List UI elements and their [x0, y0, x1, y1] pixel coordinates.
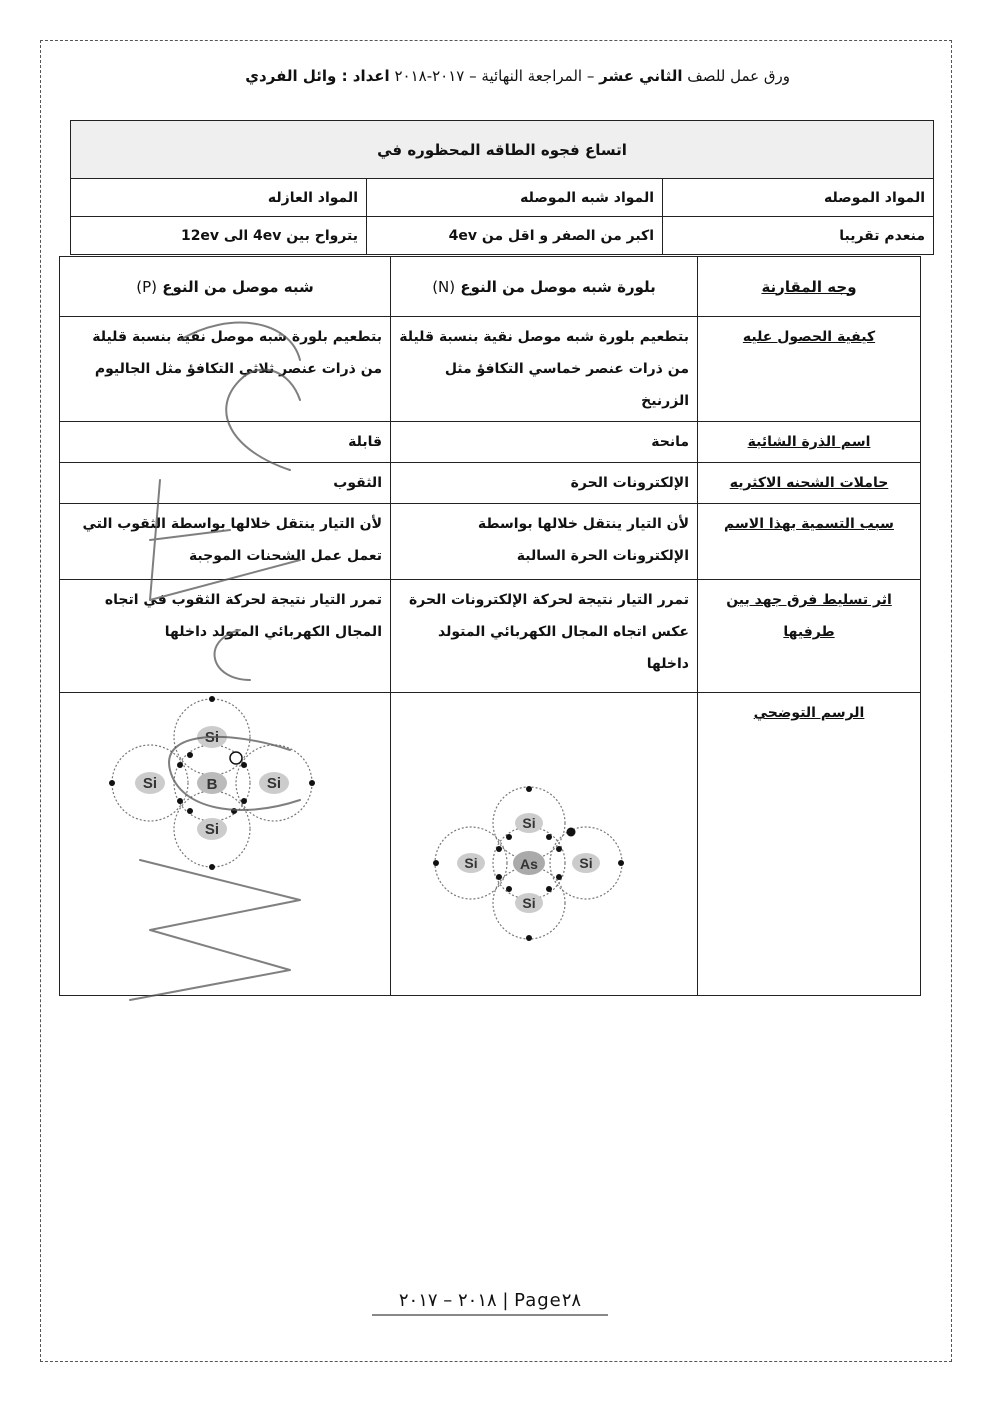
p-si-bottom: Si: [204, 821, 220, 838]
energy-gap-table: [70, 120, 934, 255]
n-si-bottom: Si: [522, 895, 536, 911]
row-label-diagram: الرسم التوضحي: [698, 693, 921, 996]
page-footer: [360, 1290, 620, 1311]
header-grade: الثاني عشر: [599, 67, 683, 85]
n-si-top: Si: [522, 815, 536, 831]
row-label-impurity: اسم الذرة الشائبة: [698, 422, 921, 463]
n-carriers: الإلكترونات الحرة: [391, 463, 698, 504]
p-naming: لأن التيار ينتقل خلالها بواسطة الثقوب التي تعمل عمل الشحنات الموجبة: [60, 504, 391, 580]
n-center-as: As: [520, 856, 538, 872]
watermark-text: Wa'el: [90, 300, 93, 301]
head-aspect: وجه المقارنة: [698, 257, 921, 317]
hole-marker: [230, 752, 242, 764]
header-insulators: المواد العازله: [71, 179, 367, 217]
row-label-carriers: حاملات الشحنه الاكثريه: [698, 463, 921, 504]
energy-gap-title: اتساع فجوه الطاقه المحظوره في: [71, 121, 934, 179]
header-semiconductors: المواد شبه الموصله: [367, 179, 663, 217]
n-type-lattice-diagram: [391, 693, 697, 983]
n-voltage-effect: تمرر التيار نتيجة لحركة الإلكترونات الحرة عكس اتجاه المجال الكهربائي المتولد داخلها: [391, 580, 698, 693]
worksheet-header: [70, 64, 790, 88]
header-middle: – المراجعة النهائية – ٢٠١٧-٢٠١٨: [389, 67, 600, 85]
n-si-right: Si: [579, 855, 593, 871]
header-author: اعداد : وائل الفردي: [245, 67, 390, 85]
p-type-lattice-diagram: [60, 693, 390, 983]
p-si-top: Si: [204, 729, 220, 746]
header-conductors: المواد الموصله: [663, 179, 934, 217]
p-impurity: قابلة: [60, 422, 391, 463]
p-si-right: Si: [266, 775, 282, 792]
p-si-left: Si: [142, 775, 158, 792]
row-label-naming: سبب التسمية بهذا الاسم: [698, 504, 921, 580]
p-production: بتطعيم بلورة شبه موصل نقية بنسبة قليلة من ذرات عنصر ثلاثي التكافؤ مثل الجاليوم: [60, 317, 391, 422]
n-impurity: مانحة: [391, 422, 698, 463]
footer-text: ٢٠١٨ – ٢٠١٧ | Page٢٨: [398, 1290, 582, 1311]
p-center-b: B: [206, 776, 218, 793]
n-type-diagram-cell: [391, 693, 698, 996]
n-naming: لأن التيار ينتقل خلالها بواسطة الإلكترونات الحرة السالبة: [391, 504, 698, 580]
value-semiconductors: اكبر من الصفر و اقل من 4ev: [367, 217, 663, 255]
n-production: بتطعيم بلورة شبه موصل نقية بنسبة قليلة من ذرات عنصر خماسي التكافؤ مثل الزرنيخ: [391, 317, 698, 422]
p-type-diagram-cell: [60, 693, 391, 996]
value-conductors: منعدم تقريبا: [663, 217, 934, 255]
value-insulators: يترواح بين 4ev الى 12ev: [71, 217, 367, 255]
head-n-type: بلورة شبه موصل من النوع (N): [391, 257, 698, 317]
n-si-left: Si: [464, 855, 478, 871]
row-label-production: كيفية الحصول عليه: [698, 317, 921, 422]
head-p-type: شبه موصل من النوع (P): [60, 257, 391, 317]
comparison-table: [59, 256, 921, 996]
p-voltage-effect: تمرر التيار نتيجة لحركة الثقوب في اتجاه المجال الكهربائي المتولد داخلها: [60, 580, 391, 693]
row-label-voltage-effect: اثر تسليط فرق جهد بين طرفيها: [698, 580, 921, 693]
header-prefix: ورق عمل للصف: [682, 67, 790, 85]
p-carriers: الثقوب: [60, 463, 391, 504]
